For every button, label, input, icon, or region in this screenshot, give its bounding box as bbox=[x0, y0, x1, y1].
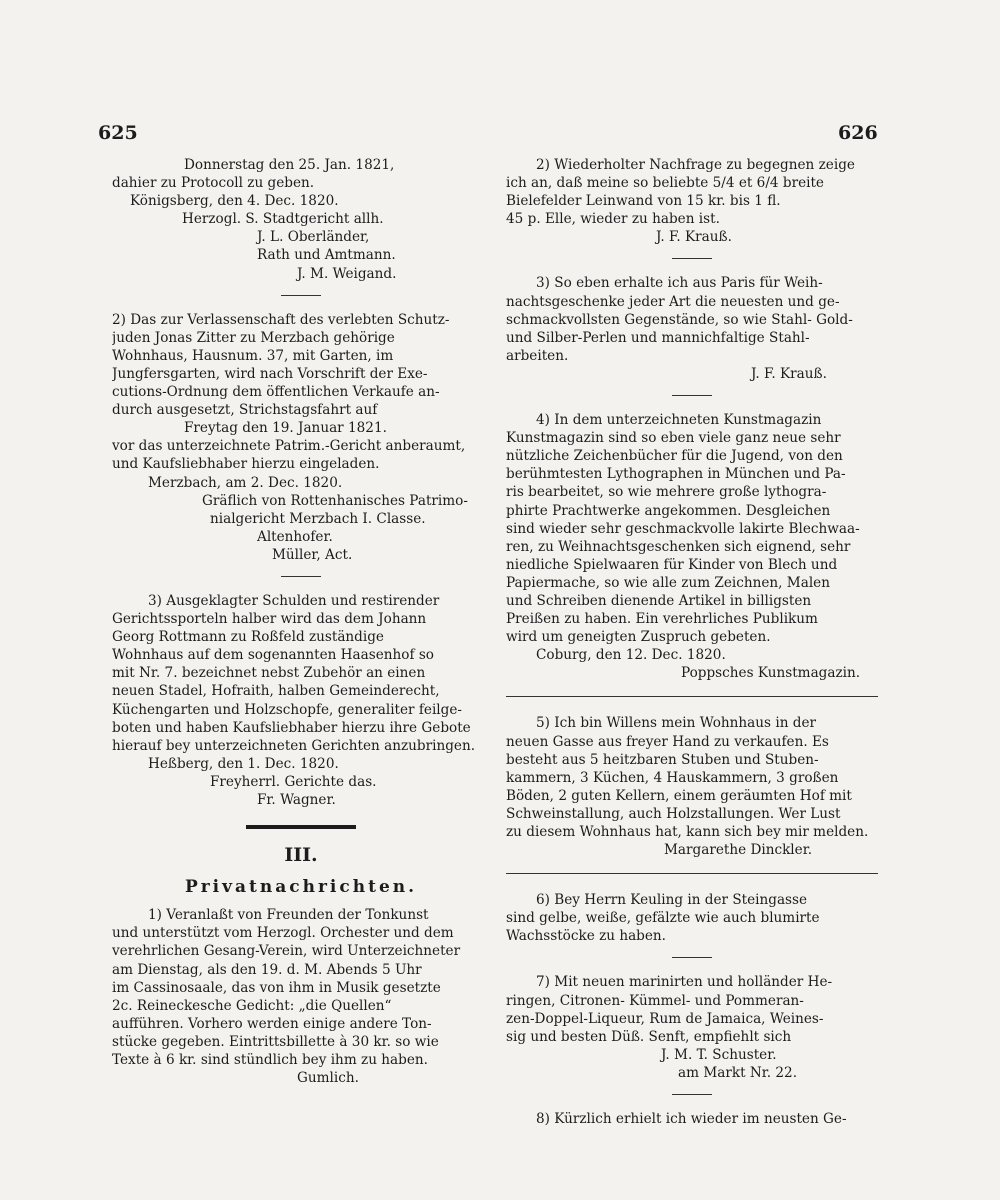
divider bbox=[672, 395, 712, 397]
text-line: Rath und Amtmann. bbox=[257, 247, 396, 264]
text-line: niedliche Spielwaaren für Kinder von Blech und bbox=[506, 556, 838, 573]
text-line: und Kaufsliebhaber hierzu eingeladen. bbox=[112, 456, 380, 473]
text-line: J. F. Krauß. bbox=[751, 365, 827, 382]
text-line: Königsberg, den 4. Dec. 1820. bbox=[130, 193, 339, 210]
text-line: Müller, Act. bbox=[272, 546, 353, 563]
text-line: phirte Prachtwerke angekommen. Desgleichen bbox=[506, 502, 831, 519]
text-line: sind gelbe, weiße, gefälzte wie auch blumirte bbox=[506, 910, 820, 927]
text-line: am Dienstag, als den 19. d. M. Abends 5 Uhr bbox=[112, 961, 422, 978]
text-line: boten und haben Kaufsliebhaber hierzu ihre Gebote bbox=[112, 719, 471, 736]
text-line: ren, zu Weihnachtsgeschenken sich eignend, sehr bbox=[506, 538, 851, 555]
text-line: ris bearbeitet, so wie mehrere große lythogra- bbox=[506, 484, 827, 501]
text-line: am Markt Nr. 22. bbox=[678, 1064, 798, 1081]
text-line: Donnerstag den 25. Jan. 1821, bbox=[184, 157, 395, 173]
private-notice-6 bbox=[506, 891, 878, 945]
text-line: Herzogl. S. Stadtgericht allh. bbox=[182, 211, 384, 228]
private-notice-7 bbox=[506, 973, 878, 1082]
text-line: 45 p. Elle, wieder zu haben ist. bbox=[506, 211, 720, 228]
divider bbox=[672, 1094, 712, 1096]
text-line: Böden, 2 guten Kellern, einem geräumten Hof mit bbox=[506, 787, 852, 804]
page-number-right: 626 bbox=[838, 122, 878, 144]
text-line: aufführen. Vorhero werden einige andere Ton- bbox=[112, 1015, 432, 1032]
text-line: Jungfersgarten, wird nach Vorschrift der Exe- bbox=[112, 365, 428, 382]
text-line: 4) In dem unterzeichneten Kunstmagazin bbox=[536, 412, 822, 429]
text-line: berühmtesten Lythographen in München und Pa- bbox=[506, 466, 846, 483]
text-line: und Silber-Perlen und mannichfaltige Stahl- bbox=[506, 329, 810, 346]
text-line: Freyherrl. Gerichte das. bbox=[210, 773, 377, 790]
text-line: Margarethe Dinckler. bbox=[664, 842, 813, 859]
text-line: Wachsstöcke zu haben. bbox=[506, 928, 666, 945]
text-line: Gumlich. bbox=[297, 1070, 359, 1087]
text-line: und Schreiben dienende Artikel in billigsten bbox=[506, 592, 812, 609]
divider bbox=[672, 258, 712, 260]
private-notice-8 bbox=[506, 1110, 878, 1128]
private-notice-5 bbox=[506, 714, 878, 859]
text-line: sig und besten Düß. Senft, empfiehlt sich bbox=[506, 1028, 792, 1045]
private-notice-2 bbox=[506, 156, 878, 246]
text-line: Küchengarten und Holzschopfe, generaliter feilge- bbox=[112, 701, 462, 718]
text-line: Kunstmagazin sind so eben viele ganz neue sehr bbox=[506, 430, 841, 447]
text-line: Wohnhaus, Hausnum. 37, mit Garten, im bbox=[112, 347, 394, 364]
text-line: hierauf bey unterzeichneten Gerichten anzubringen. bbox=[112, 737, 476, 754]
text-line: sind wieder sehr geschmackvolle lakirte Blechwaa- bbox=[506, 520, 860, 537]
notice-3 bbox=[112, 592, 490, 809]
text-line: nützliche Zeichenbücher für die Jugend, von den bbox=[506, 448, 843, 465]
text-line: Gräflich von Rottenhanisches Patrimo- bbox=[202, 492, 468, 509]
text-line: Altenhofer. bbox=[257, 528, 333, 545]
text-line: cutions-Ordnung dem öffentlichen Verkaufe an- bbox=[112, 384, 440, 401]
text-line: verehrlichen Gesang-Verein, wird Unterzeichneter bbox=[112, 943, 461, 960]
text-line: 5) Ich bin Willens mein Wohnhaus in der bbox=[536, 715, 817, 732]
private-notice-1 bbox=[112, 906, 490, 1087]
text-line: neuen Gasse aus freyer Hand zu verkaufen. Es bbox=[506, 733, 829, 750]
text-line: Heßberg, den 1. Dec. 1820. bbox=[148, 755, 339, 772]
section-number: III. bbox=[284, 844, 318, 867]
text-line: 7) Mit neuen marinirten und holländer He- bbox=[536, 974, 833, 991]
text-line: J. M. T. Schuster. bbox=[661, 1046, 777, 1063]
text-line: juden Jonas Zitter zu Merzbach gehörige bbox=[112, 329, 395, 346]
divider bbox=[506, 696, 878, 698]
left-column bbox=[112, 156, 490, 1087]
divider bbox=[672, 957, 712, 959]
text-line: ich an, daß meine so beliebte 5/4 et 6/4 breite bbox=[506, 175, 824, 192]
text-line: kammern, 3 Küchen, 4 Hauskammern, 3 großen bbox=[506, 769, 839, 786]
text-line: mit Nr. 7. bezeichnet nebst Zubehör an einen bbox=[112, 665, 426, 682]
text-line: J. L. Oberländer, bbox=[257, 229, 370, 246]
text-line: neuen Stadel, Hofraith, halben Gemeinderecht, bbox=[112, 683, 440, 700]
text-line: nialgericht Merzbach I. Classe. bbox=[210, 510, 426, 527]
text-line: und unterstützt vom Herzogl. Orchester und dem bbox=[112, 925, 454, 942]
text-line: durch ausgesetzt, Strichstagsfahrt auf bbox=[112, 402, 378, 419]
text-line: wird um geneigten Zuspruch gebeten. bbox=[506, 629, 771, 646]
text-line: Merzbach, am 2. Dec. 1820. bbox=[148, 474, 343, 491]
text-line: Freytag den 19. Januar 1821. bbox=[184, 420, 387, 437]
text-line: zen-Doppel-Liqueur, Rum de Jamaica, Weines- bbox=[506, 1010, 824, 1027]
text-line: Schweinstallung, auch Holzstallungen. Wer Lust bbox=[506, 805, 841, 822]
notice-1-continuation bbox=[112, 156, 490, 283]
text-line: 2) Das zur Verlassenschaft des verlebten Schutz- bbox=[112, 311, 450, 328]
text-line: 3) So eben erhalte ich aus Paris für Weih- bbox=[536, 275, 823, 292]
text-line: Gerichtssporteln halber wird das dem Johann bbox=[112, 611, 427, 628]
section-title: Privatnachrichten. bbox=[184, 877, 418, 898]
divider bbox=[506, 873, 878, 875]
text-line: schmackvollsten Gegenstände, so wie Stahl- Gold- bbox=[506, 311, 853, 328]
text-line: 6) Bey Herrn Keuling in der Steingasse bbox=[536, 892, 808, 909]
text-line: 8) Kürzlich erhielt ich wieder im neusten Ge- bbox=[536, 1111, 847, 1128]
text-line: Bielefelder Leinwand von 15 kr. bis 1 fl. bbox=[506, 193, 781, 210]
text-line: Texte à 6 kr. sind stündlich bey ihm zu haben. bbox=[112, 1052, 428, 1069]
text-line: 3) Ausgeklagter Schulden und restirender bbox=[148, 592, 440, 609]
text-line: ringen, Citronen- Kümmel- und Pommeran- bbox=[506, 992, 804, 1009]
right-column bbox=[506, 156, 878, 1128]
text-line: 2) Wiederholter Nachfrage zu begegnen zeige bbox=[536, 157, 855, 173]
section-divider bbox=[246, 825, 356, 830]
text-line: J. F. Krauß. bbox=[656, 229, 732, 246]
text-line: stücke gegeben. Eintrittsbillette à 30 kr. so wie bbox=[112, 1033, 439, 1050]
private-notice-4 bbox=[506, 411, 878, 682]
text-line: 2c. Reineckesche Gedicht: „die Quellen“ bbox=[112, 997, 392, 1014]
text-line: zu diesem Wohnhaus hat, kann sich bey mir melden. bbox=[506, 824, 869, 840]
text-line: im Cassinosaale, das von ihm in Musik gesetzte bbox=[112, 979, 441, 996]
text-line: nachtsgeschenke jeder Art die neuesten und ge- bbox=[506, 293, 840, 310]
text-line: 1) Veranlaßt von Freunden der Tonkunst bbox=[148, 907, 429, 924]
notice-2 bbox=[112, 311, 490, 564]
page-number-left: 625 bbox=[98, 122, 138, 144]
divider bbox=[281, 295, 321, 297]
private-notice-3 bbox=[506, 274, 878, 383]
text-line: Coburg, den 12. Dec. 1820. bbox=[536, 647, 726, 664]
text-line: dahier zu Protocoll zu geben. bbox=[112, 175, 315, 192]
divider bbox=[281, 576, 321, 578]
text-line: Wohnhaus auf dem sogenannten Haasenhof so bbox=[112, 647, 434, 664]
text-line: arbeiten. bbox=[506, 347, 569, 364]
text-line: Georg Rottmann zu Roßfeld zuständige bbox=[112, 629, 384, 646]
text-line: vor das unterzeichnete Patrim.-Gericht anberaumt, bbox=[112, 438, 466, 455]
text-line: besteht aus 5 heitzbaren Stuben und Stuben- bbox=[506, 751, 819, 768]
text-line: Preißen zu haben. Ein verehrliches Publikum bbox=[506, 611, 818, 628]
text-line: J. M. Weigand. bbox=[297, 265, 397, 282]
text-line: Poppsches Kunstmagazin. bbox=[681, 665, 861, 682]
text-line: Fr. Wagner. bbox=[257, 792, 336, 808]
text-line: Papiermache, so wie alle zum Zeichnen, Malen bbox=[506, 574, 830, 591]
